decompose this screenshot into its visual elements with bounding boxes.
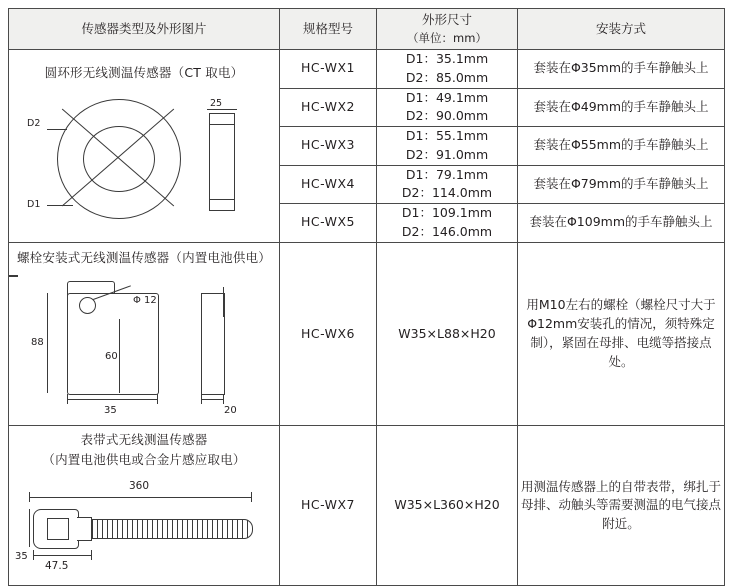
header-dimension-unit: （单位：mm） [407, 31, 487, 46]
table-row [9, 242, 725, 426]
dimension-d1: D1：49.1mm [405, 89, 489, 105]
header-dimension-main: 外形尺寸 [421, 11, 472, 27]
bolt-height-tick-bottom [9, 276, 18, 277]
bolt-width-dimline [67, 399, 157, 400]
dimension-d2: D2：114.0mm [401, 185, 493, 201]
header-image: 传感器类型及外形图片 [9, 9, 280, 50]
ring-sensor-drawing-cell [9, 50, 280, 243]
dimension-d1: D1：79.1mm [405, 166, 489, 182]
mounting-cell: 套装在Φ49mm的手车静触头上 [518, 88, 725, 127]
dimension-cell [377, 88, 518, 127]
bolt-depth-dimline [201, 399, 223, 400]
table-row [9, 50, 725, 89]
strap-sensor-drawing-cell [9, 426, 280, 586]
strap-length-tick-right [251, 492, 252, 502]
mounting-cell: 套装在Φ109mm的手车静触头上 [518, 204, 725, 243]
model-cell: HC-WX3 [280, 127, 377, 166]
bolt-sensor-drawing-cell [9, 242, 280, 426]
dimension-cell [377, 204, 518, 243]
header-mounting: 安装方式 [518, 9, 725, 50]
bolt-height-dimline [47, 293, 48, 393]
dimension-d1: D1：109.1mm [401, 205, 493, 220]
strap-sensor-drawing [9, 475, 279, 585]
strap-height-dimline [29, 509, 30, 547]
bolt-width-tick-left [67, 394, 68, 404]
model-cell: HC-WX4 [280, 165, 377, 204]
bolt-width-tick-right [157, 394, 158, 404]
strap-neck [77, 517, 92, 541]
dimension-d2: D2：90.0mm [405, 108, 489, 124]
strap-head-width-dimline [33, 555, 91, 556]
dimension-cell [377, 127, 518, 166]
ring-sensor-drawing [9, 85, 279, 233]
dimension-d1: D1：55.1mm [405, 128, 489, 143]
strap-head-width-tick-right [91, 550, 92, 560]
mounting-cell: 用测温传感器上的自带表带，绑扎于母排、动触头等需要测温的电气接点附近。 [518, 426, 725, 586]
table-body [9, 50, 725, 586]
mounting-cell: 套装在Φ79mm的手车静触头上 [518, 165, 725, 204]
dimension-cell [377, 165, 518, 204]
strap-head-width-tick-left [33, 550, 34, 560]
ring-thickness-label: 25 [210, 98, 223, 110]
bolt-sensor-drawing [9, 275, 279, 425]
bolt-height-label: 88 [31, 337, 44, 349]
bolt-width-label: 35 [104, 405, 117, 417]
bolt-hole-label: Φ 12 [133, 295, 157, 307]
mounting-cell: 用M10左右的螺栓（螺栓尺寸大于Φ12mm安装孔的情况，须特殊定制），紧固在母排、电缆等搭接点处。 [518, 242, 725, 426]
ring-side-view [209, 113, 235, 211]
strap-length-label: 360 [129, 480, 150, 492]
header-dimension [377, 9, 518, 50]
ring-d2-label: D2 [27, 118, 41, 130]
table-header-row [9, 9, 725, 50]
table-row [9, 426, 725, 586]
strap-head-window [47, 518, 69, 540]
model-cell: HC-WX5 [280, 204, 377, 243]
ring-d1-leader [47, 205, 73, 206]
ring-sensor-title: 圆环形无线测温传感器（CT 取电） [44, 65, 244, 81]
bolt-side-view [201, 293, 225, 395]
model-cell: HC-WX6 [280, 242, 377, 426]
dimension-d2: D2：91.0mm [405, 146, 489, 162]
dimension-cell: W35×L360×H20 [377, 426, 518, 586]
strap-sensor-title-line1: 表带式无线测温传感器 [80, 432, 208, 448]
sensor-spec-table [8, 8, 725, 586]
dimension-cell [377, 50, 518, 89]
model-cell: HC-WX2 [280, 88, 377, 127]
dimension-cell: W35×L88×H20 [377, 242, 518, 426]
bolt-inner-height-dimline [119, 319, 120, 393]
ring-d2-leader [47, 129, 67, 130]
bolt-sensor-title: 螺栓安装式无线测温传感器（内置电池供电） [16, 249, 271, 265]
bolt-inner-height-label: 60 [105, 351, 118, 363]
bolt-antenna [223, 287, 224, 317]
dimension-d2: D2：146.0mm [401, 223, 493, 239]
ring-d1-label: D1 [27, 199, 41, 211]
strap-head-width-label: 47.5 [45, 560, 69, 572]
model-cell: HC-WX1 [280, 50, 377, 89]
bolt-depth-tick-left [201, 394, 202, 404]
mounting-cell: 套装在Φ55mm的手车静触头上 [518, 127, 725, 166]
strap-sensor-title-line2: （内置电池供电或合金片感应取电） [42, 451, 246, 467]
strap-length-dimline [29, 497, 251, 498]
strap-height-label: 35 [15, 551, 28, 562]
strap-band [91, 519, 253, 539]
table-header [9, 9, 725, 50]
dimension-d2: D2：85.0mm [405, 69, 489, 85]
dimension-d1: D1：35.1mm [405, 51, 489, 66]
strap-sensor-title [9, 430, 279, 469]
bolt-depth-label: 20 [224, 405, 237, 417]
strap-length-tick-left [29, 492, 30, 502]
model-cell: HC-WX7 [280, 426, 377, 586]
header-model: 规格型号 [280, 9, 377, 50]
mounting-cell: 套装在Φ35mm的手车静触头上 [518, 50, 725, 89]
